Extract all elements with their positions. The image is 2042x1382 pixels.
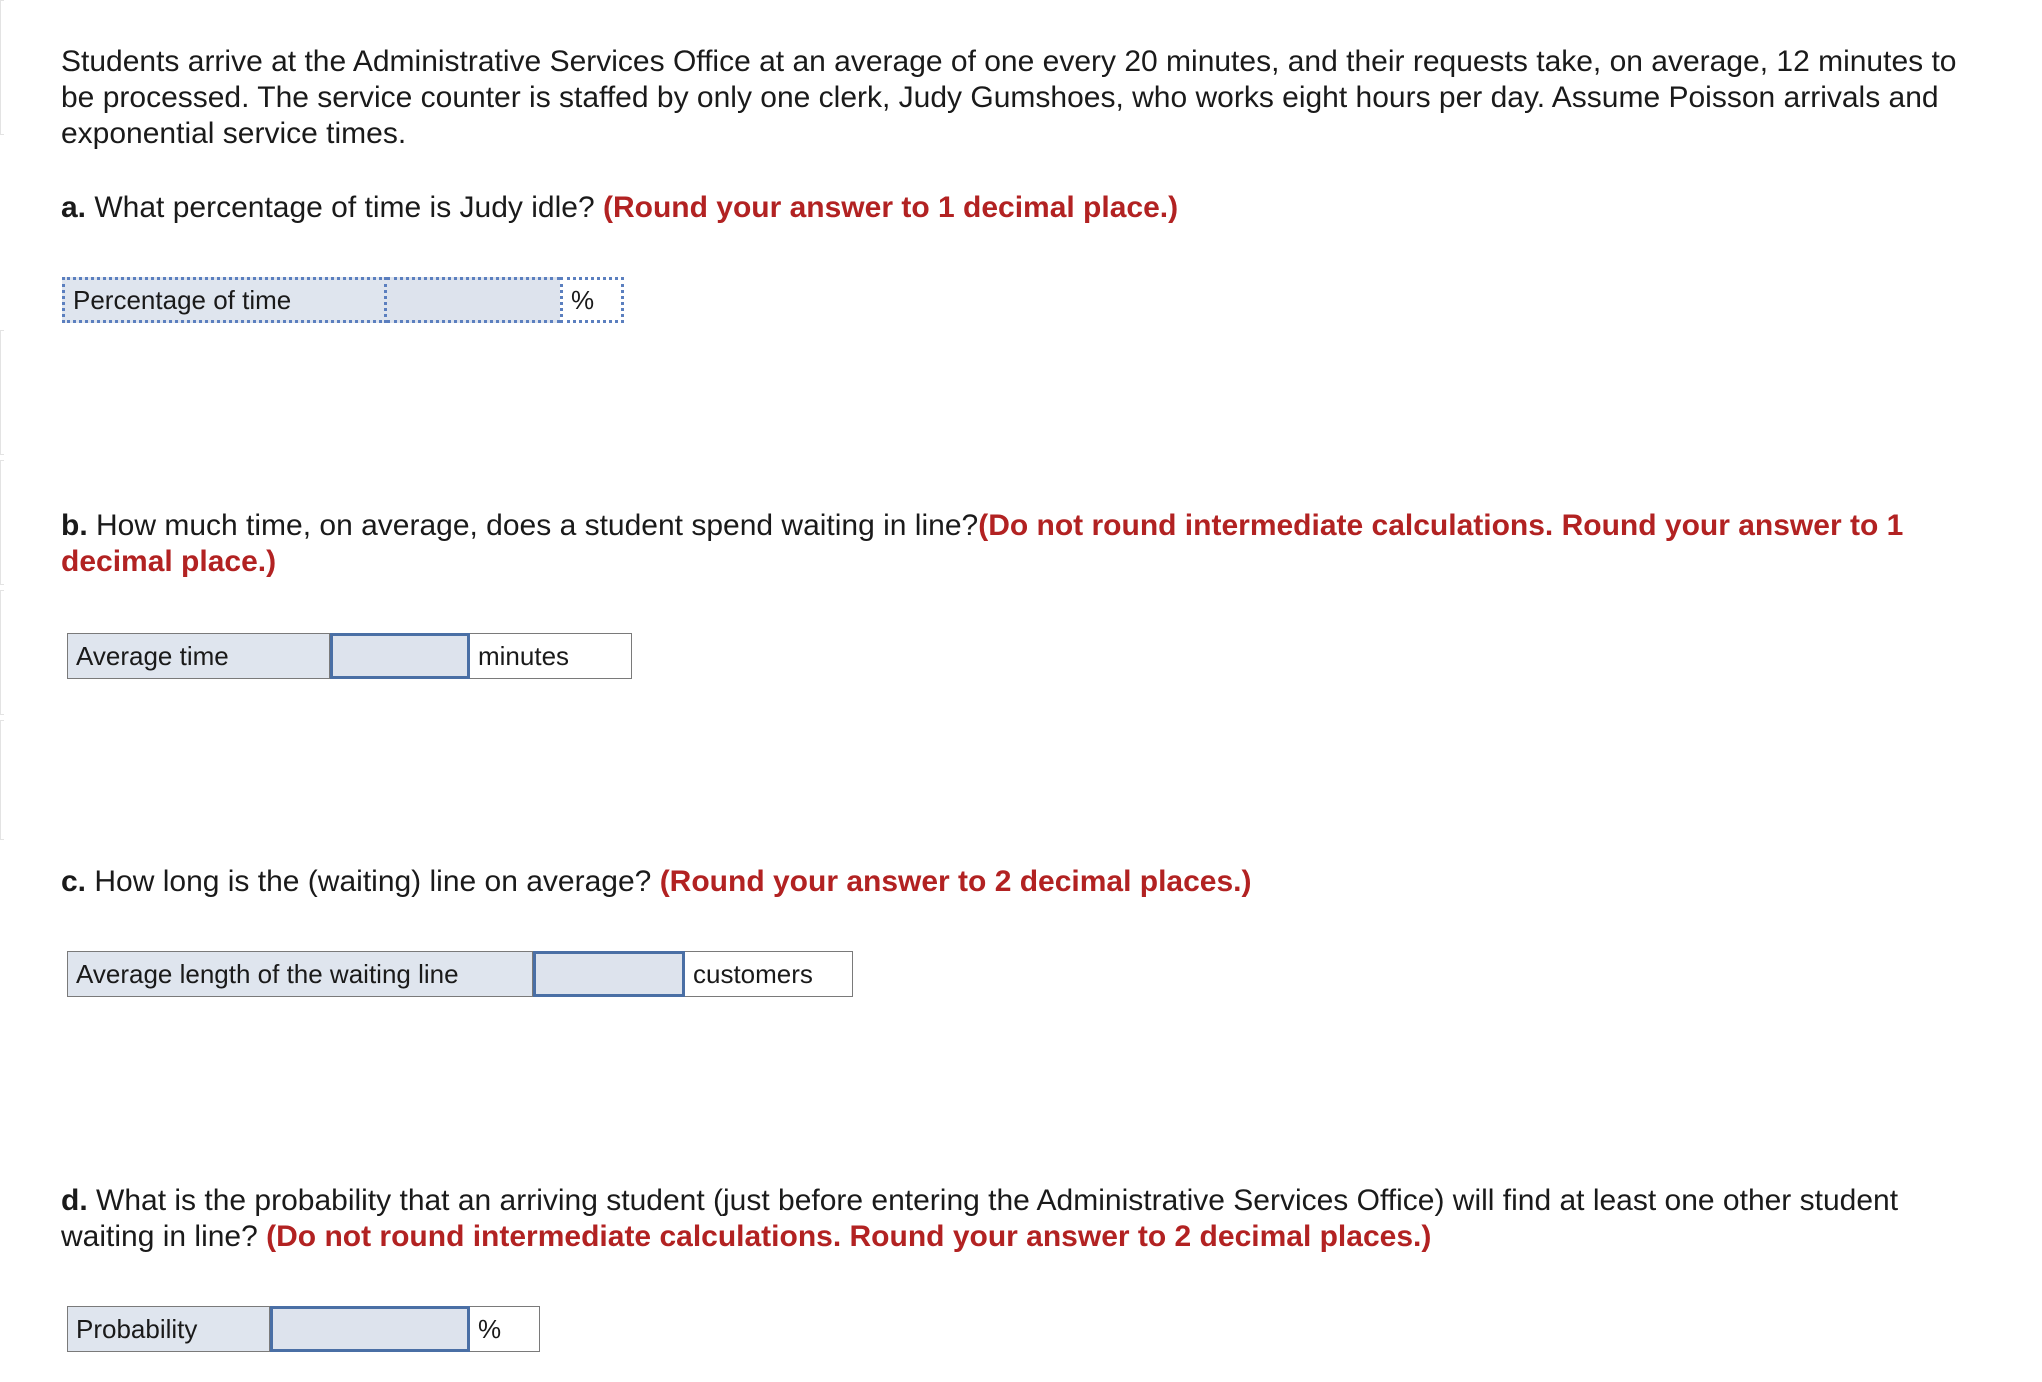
row-label: Average time	[67, 633, 330, 679]
answer-row-a	[62, 277, 624, 323]
question-text: What is the probability that an arriving student (just before entering the Administrative Services Office) will find at least one other student waiting in line?	[61, 1184, 1899, 1253]
unit-label: minutes	[470, 633, 632, 679]
question-d	[61, 1183, 1991, 1255]
question-c	[61, 864, 1991, 900]
problem-statement: Students arrive at the Administrative Services Office at an average of one every 20 minutes, and their requests take, on average, 12 minutes to be processed. The service counter is staffed by only one clerk, Judy Gumshoes, who works eight hours per day. Assume Poisson arrivals and exponential service times.	[61, 45, 1957, 150]
row-label: Probability	[67, 1306, 270, 1352]
average-wait-time-input[interactable]	[330, 633, 470, 679]
part-letter: b.	[61, 509, 88, 542]
rounding-note: (Round your answer to 1 decimal place.)	[602, 191, 1179, 224]
row-label: Average length of the waiting line	[67, 951, 533, 997]
part-letter: c.	[61, 865, 87, 898]
part-letter: a.	[61, 191, 87, 224]
left-edge-rule	[0, 590, 4, 715]
left-edge-rule	[0, 0, 4, 135]
rounding-note: (Round your answer to 2 decimal places.)	[659, 865, 1252, 898]
question-a	[61, 190, 1991, 226]
unit-label: customers	[685, 951, 853, 997]
average-line-length-input[interactable]	[533, 951, 685, 997]
left-edge-rule	[0, 720, 4, 840]
unit-label: %	[470, 1306, 540, 1352]
rounding-note: (Do not round intermediate calculations. Round your answer to 1 decimal place.)	[61, 509, 1904, 578]
left-edge-rule	[0, 330, 4, 455]
question-text: How long is the (waiting) line on average?	[86, 865, 660, 898]
percentage-idle-input[interactable]	[387, 277, 560, 323]
row-label: Percentage of time	[62, 277, 387, 323]
answer-row-c	[67, 951, 853, 997]
left-edge-rule	[0, 460, 4, 585]
part-letter: d.	[61, 1184, 88, 1217]
rounding-note: (Do not round intermediate calculations. Round your answer to 2 decimal places.)	[266, 1220, 1432, 1253]
question-text: How much time, on average, does a student spend waiting in line?	[87, 509, 979, 542]
question-b	[61, 508, 1991, 580]
answer-row-b	[67, 633, 632, 679]
answer-row-d	[67, 1306, 540, 1352]
unit-label: %	[560, 277, 624, 323]
question-text: What percentage of time is Judy idle?	[86, 191, 603, 224]
probability-input[interactable]	[270, 1306, 470, 1352]
